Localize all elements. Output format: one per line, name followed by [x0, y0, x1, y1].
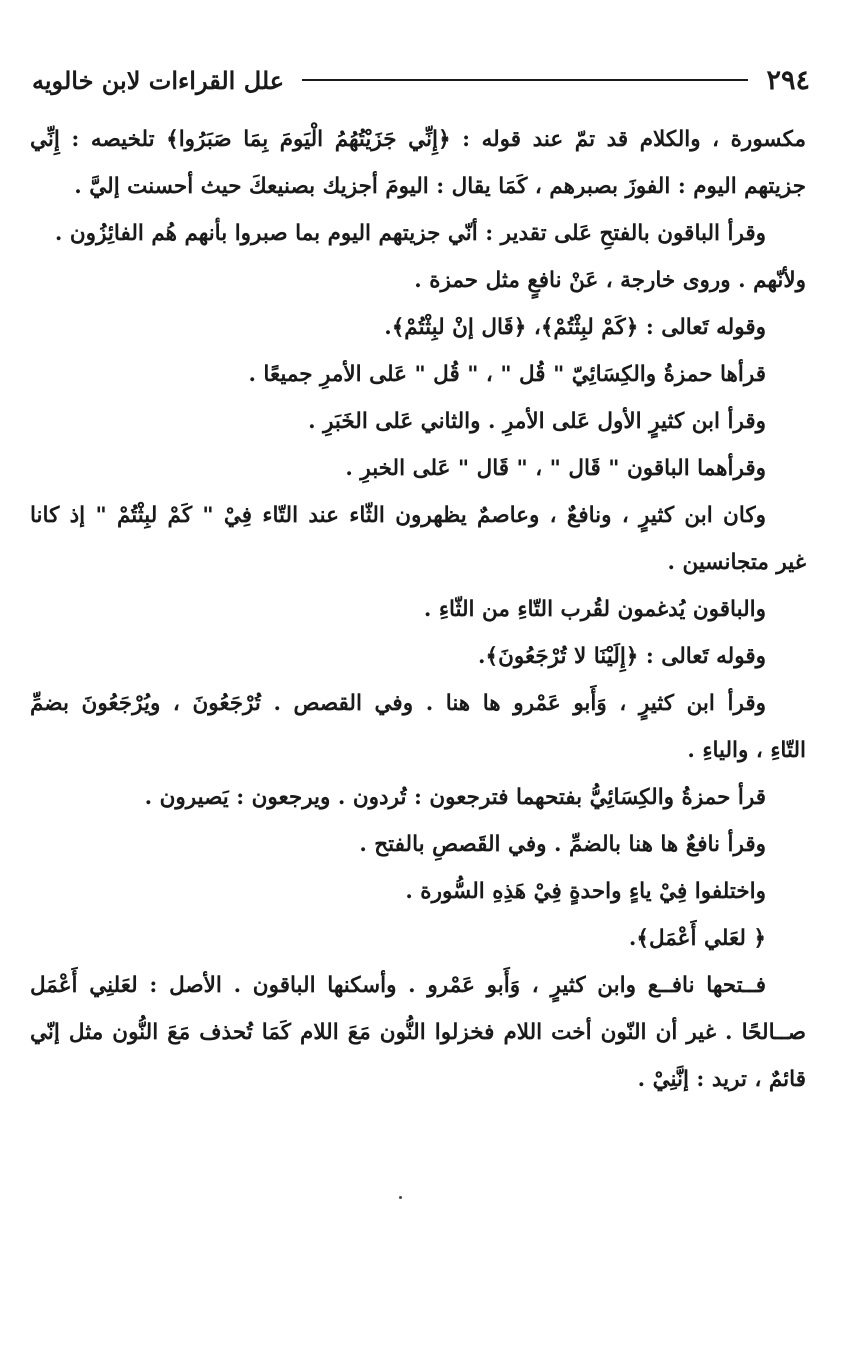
text-line: جزيتهم اليوم : الفوزَ بصبرهم ، كَمَا يقال : اليومَ أجزيك بصنيعكَ حيث أحسنت إليَّ . [74, 174, 806, 199]
text-line: وقرأ الباقون بالفتحِ عَلى تقدير : أنّي جزيتهم اليوم بما صبروا بأنهم هُم الفائِزُون . [54, 221, 766, 246]
text-line: قائمٌ ، تريد : إنَّنِيْ . [637, 1067, 806, 1092]
text-line: وكان ابن كثيرٍ ، ونافعٌ ، وعاصمٌ يظهرون الثّاء عند التّاء فِيْ " كَمْ لبِثْتُمْ " إذ كانا [30, 503, 766, 528]
text-line: قرأ حمزةُ والكِسَائِيُّ بفتحهما فترجعون : تُردون . ويرجعون : يَصيرون . [144, 785, 766, 810]
text-line: ﴿ لعَلي أَعْمَل﴾. [628, 926, 766, 951]
header-rule [302, 79, 748, 81]
text-line: وقرأهما الباقون " قَال " ، " قَال " عَلى الخبرِ . [345, 456, 766, 481]
text-line: وقرأ ابن كثيرٍ الأول عَلى الأمرِ . والثاني عَلى الخَبَرِ . [308, 409, 766, 434]
running-title: علل القراءات لابن خالويه [32, 65, 285, 95]
body-text [30, 116, 806, 1103]
text-line: والباقون يُدغمون لقُرب التّاءِ من الثّاءِ . [423, 597, 766, 622]
text-line: وقوله تَعالى : ﴿إِلَيْنَا لا تُرْجَعُونَ﴾. [478, 644, 766, 669]
text-line: واختلفوا فِيْ ياءٍ واحدةٍ فِيْ هَذِهِ السُّورة . [405, 879, 766, 904]
text-line: قرأها حمزةُ والكِسَائِيّ " قُل " ، " قُل " عَلى الأمرِ جميعًا . [248, 362, 766, 387]
text-line: التّاءِ ، والياءِ . [687, 738, 806, 763]
text-line: وقرأ نافعٌ ها هنا بالضمِّ . وفي القَصصِ بالفتح . [359, 832, 766, 857]
text-line: وقرأ ابن كثيرٍ ، وَأَبو عَمْرو ها هنا . وفي القصص . تُرْجَعُونَ ، ويُرْجَعُونَ بضمِّ [30, 691, 766, 716]
text-line: وقوله تَعالى : ﴿كَمْ لبِثْتُمْ﴾، ﴿قَال إنْ لبِثْتُمْ﴾. [384, 315, 766, 340]
scan-speck [399, 1196, 402, 1199]
text-line: مكسورة ، والكلام قد تمّ عند قوله : ﴿إِنِّي جَزَيْتُهُمُ الْيَومَ بِمَا صَبَرُوا﴾ تلخيصه : إِنِّي [30, 127, 806, 152]
text-line: فــتحها نافــع وابن كثيرٍ ، وَأَبو عَمْرو . وأسكنها الباقون . الأصل : لعَلنِي أَعْمَل [30, 973, 766, 998]
text-line: غير متجانسين . [667, 550, 806, 575]
page-header [32, 58, 810, 102]
text-line: ولأنّهم . وروى خارجة ، عَنْ نافعٍ مثل حمزة . [414, 268, 806, 293]
page-number: ٢٩٤ [766, 64, 810, 96]
text-line: صــالحًا . غير أن النّون أخت اللام فخزلوا النُّون مَعَ اللام كَمَا تُحذف مَعَ النُّون مثل إنّي [30, 1020, 806, 1045]
